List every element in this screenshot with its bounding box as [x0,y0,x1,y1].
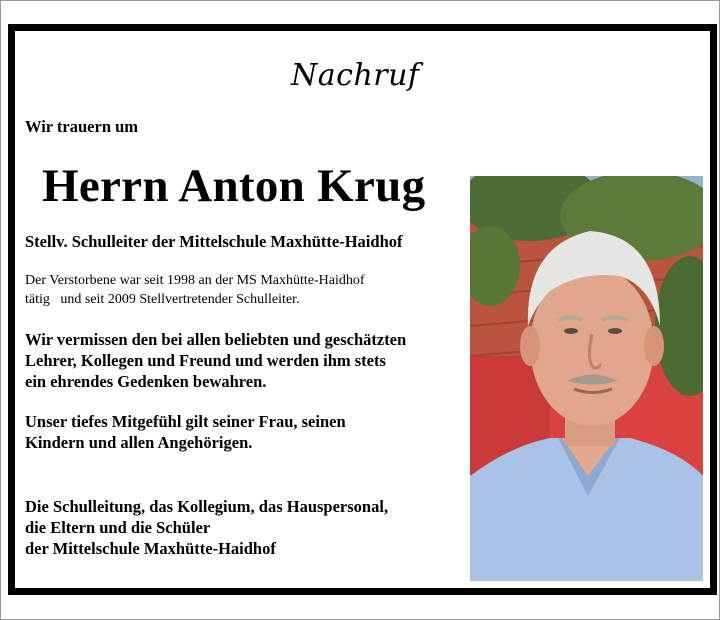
condolence-line: Unser tiefes Mitgefühl gilt seiner Frau, seinen [25,412,346,431]
obituary-frame [8,24,717,595]
biography-line: tätig und seit 2009 Stellvertretender Schulleiter. [25,292,300,307]
intro-text: Wir trauern um [25,117,139,136]
condolence-line: Kindern und allen Angehörigen. [25,433,253,452]
signature-line: Die Schulleitung, das Kollegium, das Hauspersonal, [25,497,389,516]
signature-block [25,496,388,559]
condolence-paragraph [25,411,346,453]
position-text: Stellv. Schulleiter der Mittelschule Maxhütte-Haidhof [25,232,403,251]
tribute-line: Lehrer, Kollegen und Freund und werden ihm stets [25,351,386,370]
deceased-name: Herrn Anton Krug [42,160,426,212]
biography-text [25,271,365,309]
signature-line: der Mittelschule Maxhütte-Haidhof [25,539,276,558]
tribute-line: Wir vermissen den bei allen beliebten und geschätzten [25,330,407,349]
tribute-line: ein ehrendes Gedenken bewahren. [25,372,267,391]
portrait-photo [470,176,703,581]
biography-line: Der Verstorbene war seit 1998 an der MS Maxhütte-Haidhof [25,273,365,288]
signature-line: die Eltern und die Schüler [25,518,211,537]
tribute-paragraph [25,329,406,392]
obituary-title: Nachruf [291,58,420,93]
